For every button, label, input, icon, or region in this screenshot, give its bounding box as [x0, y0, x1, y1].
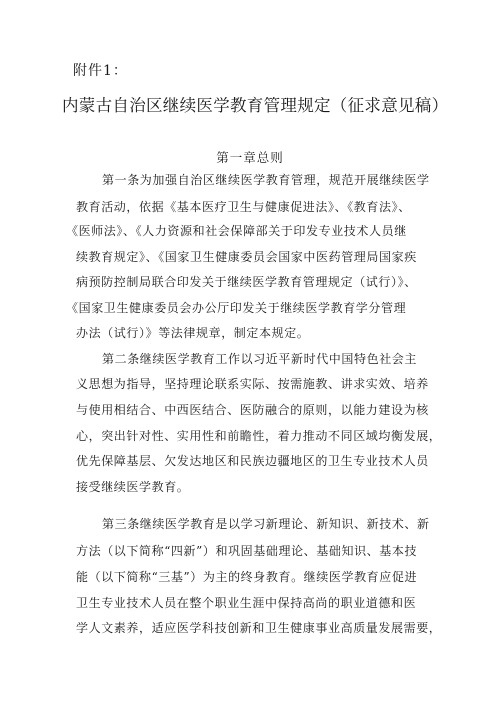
article-3-line: 能（以下简称“三基”）为主的终身教育。继续医学教育应促进 — [76, 570, 418, 584]
article-3-line: 学人文素养，适应医学科技创新和卫生健康事业高质量发展需要， — [76, 621, 442, 635]
article-1-line: 续教育规定》、《国家卫生健康委员会国家中医药管理局国家疾 — [76, 250, 417, 264]
article-2-line: 第二条继续医学教育工作以习近平新时代中国特色社会主 — [102, 352, 418, 366]
article-3-line: 第三条继续医学教育是以学习新理论、新知识、新技术、新 — [102, 517, 430, 531]
article-2-line: 接受继续医学教育。 — [76, 480, 190, 494]
article-3-line: 卫生专业技术人员在整个职业生涯中保持高尚的职业道德和医 — [76, 596, 417, 610]
article-1-line: 办法（试行）》等法律规章，制定本规定。 — [76, 326, 310, 340]
article-3-line: 方法（以下简称“四新”）和巩固基础理论、基础知识、基本技 — [76, 544, 418, 558]
article-2-line: 心，突出针对性、实用性和前瞻性，着力推动不同区域均衡发展， — [76, 429, 442, 443]
article-1-line: 《国家卫生健康委员会办公厅印发关于继续医学教育学分管理 — [66, 301, 407, 315]
article-1-line: 《医师法》、《人力资源和社会保障部关于印发专业技术人员继 — [66, 224, 407, 238]
article-1-line: 病预防控制局联合印发关于继续医学教育管理规定（试行）》、 — [76, 275, 417, 289]
document-title: 内蒙古自治区继续医学教育管理规定（征求意见稿） — [62, 96, 449, 115]
article-2-line: 与使用相结合、中西医结合、医防融合的原则，以能力建设为核 — [76, 403, 429, 417]
article-1-line: 第一条为加强自治区继续医学教育管理，规范开展继续医学 — [102, 173, 430, 187]
chapter-heading: 第一章总则 — [216, 150, 284, 165]
article-1-line: 教育活动，依据《基本医疗卫生与健康促进法》、《教育法》、 — [76, 200, 411, 214]
article-2-line: 优先保障基层、欠发达地区和民族边疆地区的卫生专业技术人员 — [76, 454, 429, 468]
article-2-line: 义思想为指导，坚持理论联系实际、按需施教、讲求实效、培养 — [76, 377, 429, 391]
attachment-label: 附件1： — [73, 63, 128, 79]
